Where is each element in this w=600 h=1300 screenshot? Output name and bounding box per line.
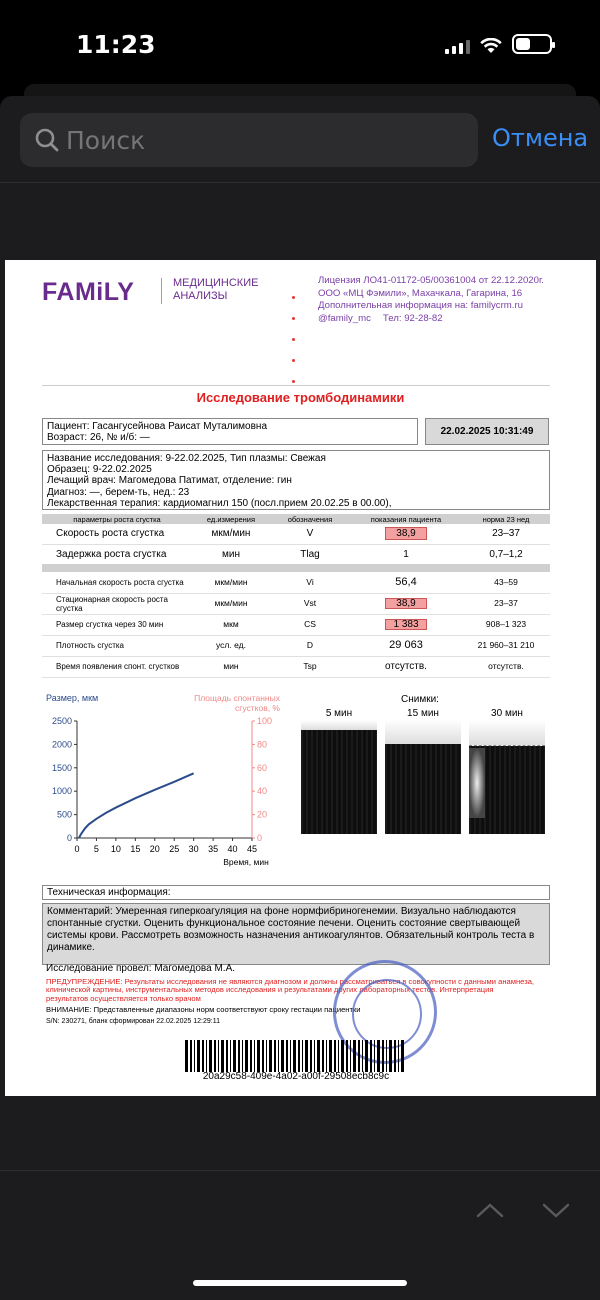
table-row <box>42 614 550 635</box>
search-icon <box>34 127 60 153</box>
barcode-bar <box>221 1040 224 1072</box>
license-line: Лицензия ЛО41-01172-05/00361004 от 22.12.2020г. <box>318 275 544 286</box>
chart-x-tick-label: 30 <box>188 844 199 854</box>
barcode-bar <box>226 1040 228 1072</box>
patient-value-flagged: 38,9 <box>385 598 427 609</box>
barcode-bar <box>197 1040 200 1072</box>
norm-note: ВНИМАНИЕ: Представленные диапазоны норм соответствуют сроку гестации пациентки <box>46 1005 361 1014</box>
report-title: Исследование тромбодинамики <box>196 390 405 405</box>
license-info <box>318 275 588 325</box>
barcode-bar <box>305 1040 308 1072</box>
table-row <box>42 656 550 677</box>
chart-y2-tick-label: 0 <box>257 833 263 843</box>
barcode-bar <box>209 1040 212 1072</box>
table-row <box>42 524 550 544</box>
study-line: Название исследования: 9-22.02.2025, Тип плазмы: Свежая <box>47 453 326 464</box>
cellular-signal-icon <box>445 40 470 54</box>
barcode-bar <box>238 1040 240 1072</box>
study-line: Лечащий врач: Магомедова Патимат, отделение: гин <box>47 475 292 487</box>
param-unit: мкм/мин <box>192 593 270 614</box>
chart-y2-tick-label: 40 <box>257 786 268 797</box>
barcode-bar <box>377 1040 380 1072</box>
table-header: параметры роста сгустка <box>42 514 192 524</box>
license-line: ООО «МЦ Фэмили», Махачкала, Гагарина, 16 <box>318 287 523 299</box>
chart-y-tick-label: 2500 <box>51 716 72 726</box>
barcode-bar <box>230 1040 231 1072</box>
param-symbol: CS <box>270 614 350 635</box>
table-row <box>42 593 550 614</box>
clot-growth-chart <box>42 691 292 876</box>
barcode-bar <box>389 1040 392 1072</box>
license-line: Дополнительная информация на: familycrm.ru <box>318 300 523 312</box>
param-symbol: Vi <box>270 572 350 593</box>
barcode-bar <box>334 1040 336 1072</box>
barcode-bar <box>293 1040 296 1072</box>
technical-info: Техническая информация: <box>42 885 550 900</box>
chart-y-tick-label: 500 <box>56 809 72 820</box>
barcode-bar <box>269 1040 272 1072</box>
patient-value-flagged: 1 383 <box>385 619 427 630</box>
barcode-bar <box>374 1040 375 1072</box>
param-name: Время появления спонт. сгустков <box>42 656 192 677</box>
performer: Исследование провел: Магомедова М.А. <box>46 963 236 974</box>
table-header: ед.измерения <box>192 514 270 524</box>
param-symbol: Tsp <box>270 656 350 677</box>
chart-x-tick-label: 40 <box>227 844 238 854</box>
barcode-bar <box>281 1040 284 1072</box>
barcode-bar <box>274 1040 276 1072</box>
study-line: Лекарственная терапия: кардиомагнил 150 (посл.прием 20.02.25 в 00.00), <box>47 497 392 509</box>
barcode-bar <box>365 1040 368 1072</box>
cancel-button[interactable]: Отмена <box>492 124 589 152</box>
param-name: Скорость роста сгустка <box>42 524 192 544</box>
barcode-bar <box>194 1040 195 1072</box>
chart-y-tick-label: 2000 <box>51 739 72 750</box>
barcode-bar <box>233 1040 236 1072</box>
snapshot-label: 15 мин <box>407 708 439 719</box>
param-unit: мкм/мин <box>192 572 270 593</box>
barcode-bar <box>386 1040 387 1072</box>
param-name: Стационарная скорость роста сгустка <box>42 593 192 614</box>
table-separator <box>42 564 550 572</box>
barcode <box>185 1040 407 1072</box>
param-symbol: D <box>270 635 350 656</box>
status-time: 11:23 <box>76 30 156 59</box>
barcode-bar <box>298 1040 300 1072</box>
param-norm: 0,7–1,2 <box>489 548 523 560</box>
snapshot-image <box>385 720 461 834</box>
barcode-bar <box>218 1040 219 1072</box>
barcode-bar <box>350 1040 351 1072</box>
patient-value-flagged: 38,9 <box>385 527 427 540</box>
barcode-bar <box>358 1040 360 1072</box>
param-unit: усл. ед. <box>192 635 270 656</box>
barcode-bar <box>250 1040 252 1072</box>
barcode-bar <box>398 1040 399 1072</box>
chart-x-tick-label: 15 <box>130 844 141 854</box>
table-row <box>42 572 550 593</box>
chart-series-line <box>79 773 194 838</box>
status-bar <box>0 0 600 90</box>
toolbar-divider <box>0 1170 600 1171</box>
barcode-bar <box>242 1040 243 1072</box>
param-norm: отсутств. <box>462 656 550 677</box>
param-unit: мин <box>222 548 240 560</box>
chart-x-tick-label: 5 <box>93 844 99 854</box>
table-row <box>42 544 550 564</box>
barcode-bar <box>257 1040 260 1072</box>
chart-y2label: Площадь спонтанных сгустков, % <box>194 693 280 713</box>
param-symbol: Tlag <box>300 548 320 560</box>
barcode-bar <box>266 1040 267 1072</box>
search-bar[interactable] <box>20 113 478 167</box>
chart-y-tick-label: 1500 <box>51 762 72 773</box>
barcode-bar <box>214 1040 216 1072</box>
patient-name: Пациент: Гасангусейнова Раисат Муталимовна <box>47 421 267 432</box>
param-name: Задержка роста сгустка <box>56 548 167 560</box>
serial-number: S/N: 230271, бланк сформирован 22.02.2025 12:29:11 <box>46 1018 220 1025</box>
barcode-bar <box>317 1040 320 1072</box>
barcode-bar <box>302 1040 303 1072</box>
barcode-bar <box>401 1040 404 1072</box>
barcode-bar <box>394 1040 396 1072</box>
patient-age: Возраст: 26, № и/б: — <box>47 432 150 443</box>
param-symbol: V <box>270 524 350 544</box>
phone-number: Тел: 92-28-82 <box>382 312 443 324</box>
param-name: Размер сгустка через 30 мин <box>42 614 192 635</box>
table-row <box>42 635 550 656</box>
chart-x-tick-label: 35 <box>208 844 219 854</box>
wifi-icon <box>480 38 502 54</box>
search-input[interactable] <box>66 126 383 155</box>
barcode-bar <box>310 1040 312 1072</box>
chart-y2-tick-label: 20 <box>257 809 268 820</box>
snapshot-image <box>301 720 377 834</box>
chart-x-tick-label: 0 <box>74 844 80 854</box>
barcode-bar <box>338 1040 339 1072</box>
param-norm: 21 960–31 210 <box>462 635 550 656</box>
barcode-bar <box>185 1040 188 1072</box>
patient-value: 1 <box>403 548 409 560</box>
chevron-down-icon[interactable] <box>540 1198 572 1222</box>
chart-y2-tick-label: 60 <box>257 762 268 773</box>
divider <box>0 182 600 183</box>
study-info-box <box>42 450 550 510</box>
study-line: Диагноз: —, берем-ть, нед.: 23 <box>47 486 190 498</box>
chart-ylabel: Размер, мкм <box>46 693 99 703</box>
chart-xlabel: Время, мин <box>223 857 269 867</box>
patient-value: 29 063 <box>350 635 462 656</box>
warning-text: ПРЕДУПРЕЖДЕНИЕ: Результаты исследования не являются диагнозом и должны рассматриваться в совокупности с данными анамнеза, клинической картины, инструментальных методов исследования и результатами других лабораторных тестов. Интерпретация результатов осуществляется только врачом <box>46 977 535 1003</box>
divider <box>42 385 550 386</box>
param-name: Плотность сгустка <box>42 635 192 656</box>
table-header: обозначения <box>270 514 350 524</box>
barcode-bar <box>382 1040 384 1072</box>
barcode-bar <box>314 1040 315 1072</box>
barcode-bar <box>353 1040 356 1072</box>
comment-box: Комментарий: Умеренная гиперкоагуляция на фоне нормфибриногенемии. Визуально наблюдаются спонтанные сгустки. Оценить функциональное состояние печени. Оценить состояние свертывающей системы крови. Рассмотреть возможность назначения антикоагулянтов. Обязательный контроль теста в динамике. <box>42 903 550 965</box>
barcode-bar <box>370 1040 372 1072</box>
chart-plot <box>42 691 292 876</box>
barcode-bar <box>262 1040 264 1072</box>
param-norm: 43–59 <box>462 572 550 593</box>
snapshot-label: 5 мин <box>325 708 353 719</box>
barcode-bar <box>346 1040 348 1072</box>
barcode-bar <box>362 1040 363 1072</box>
table-header: норма 23 нед <box>462 514 550 524</box>
home-indicator <box>193 1280 407 1286</box>
logo-divider <box>161 278 162 304</box>
barcode-bar <box>206 1040 207 1072</box>
chart-x-tick-label: 20 <box>149 844 160 854</box>
param-unit: мкм <box>192 614 270 635</box>
param-symbol: Vst <box>270 593 350 614</box>
study-line: Образец: 9-22.02.2025 <box>47 464 152 476</box>
chart-y2-tick-label: 80 <box>257 739 268 750</box>
param-name: Начальная скорость роста сгустка <box>42 572 192 593</box>
patient-value: отсутств. <box>350 656 462 677</box>
barcode-text: 20a29c58-409e-4a02-a00f-29508ecb8c9c <box>202 1071 390 1082</box>
snapshot-image <box>469 720 545 834</box>
param-unit: мин <box>192 656 270 677</box>
lab-report-document[interactable] <box>5 260 596 1096</box>
barcode-bar <box>202 1040 204 1072</box>
report-datetime: 22.02.2025 10:31:49 <box>425 418 549 445</box>
barcode-bar <box>341 1040 344 1072</box>
instagram-handle: @family_mc <box>318 312 371 324</box>
chart-y2-tick-label: 100 <box>257 716 273 726</box>
snapshots-title: Снимки: <box>401 694 439 705</box>
barcode-bar <box>245 1040 248 1072</box>
param-norm: 908–1 323 <box>462 614 550 635</box>
patient-box <box>42 418 418 445</box>
barcode-bar <box>322 1040 324 1072</box>
chart-x-tick-label: 25 <box>169 844 180 854</box>
param-norm: 23–37 <box>462 524 550 544</box>
param-norm: 23–37 <box>462 593 550 614</box>
barcode-bar <box>329 1040 332 1072</box>
barcode-bar <box>190 1040 192 1072</box>
chart-y-tick-label: 0 <box>66 833 72 843</box>
results-table <box>42 514 550 678</box>
snapshot-label: 30 мин <box>491 708 523 719</box>
barcode-bar <box>278 1040 279 1072</box>
battery-icon <box>512 34 552 54</box>
barcode-bar <box>326 1040 327 1072</box>
chart-y-tick-label: 1000 <box>51 786 72 797</box>
barcode-bar <box>290 1040 291 1072</box>
logo-subtitle: МЕДИЦИНСКИЕ АНАЛИЗЫ <box>173 277 259 302</box>
chart-x-tick-label: 45 <box>246 844 258 854</box>
param-unit: мкм/мин <box>192 524 270 544</box>
barcode-bar <box>286 1040 288 1072</box>
chart-x-tick-label: 10 <box>110 844 121 854</box>
patient-value: 56,4 <box>350 572 462 593</box>
barcode-bar <box>254 1040 255 1072</box>
table-header: показания пациента <box>350 514 462 524</box>
family-logo: FAMiLY <box>42 278 135 306</box>
chevron-up-icon[interactable] <box>474 1198 506 1222</box>
